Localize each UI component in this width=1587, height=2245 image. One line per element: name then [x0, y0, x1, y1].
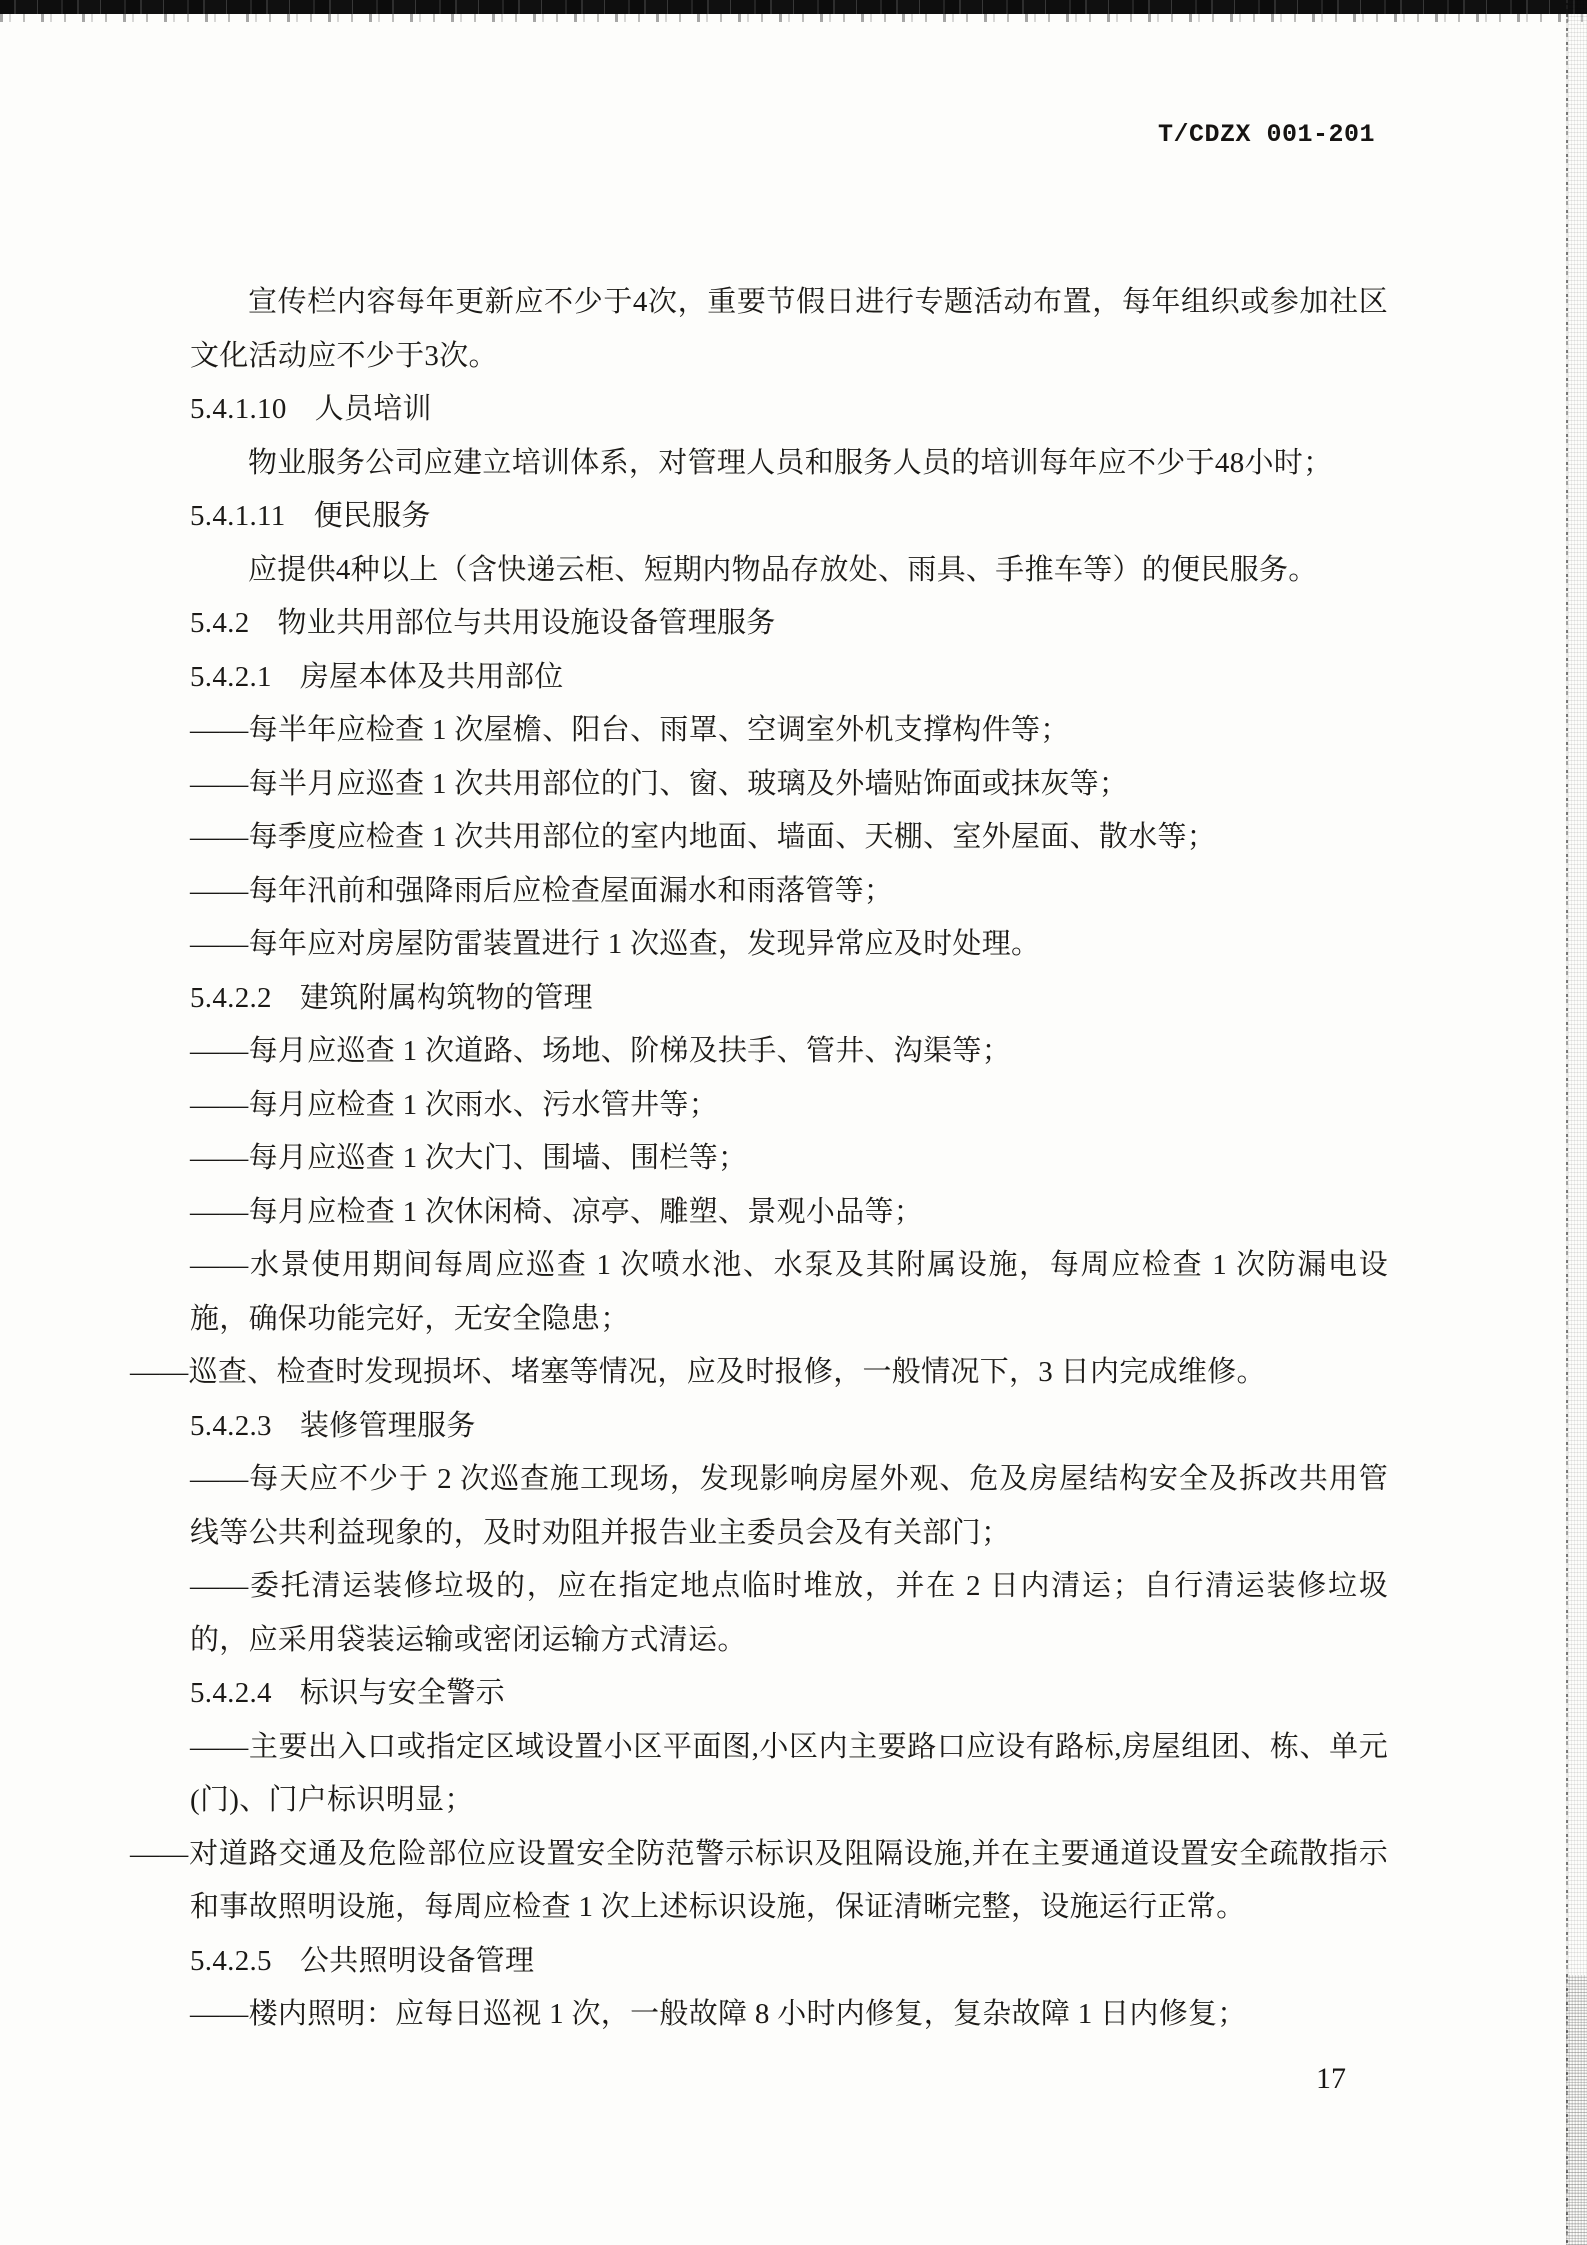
section-number: 5.4.2.1: [190, 660, 272, 693]
paragraph: ——委托清运装修垃圾的，应在指定地点临时堆放，并在 2 日内清运；自行清运装修垃圾的，应采用袋装运输或密闭运输方式清运。: [190, 1570, 1388, 1656]
section-title: 便民服务: [313, 500, 431, 532]
paragraph: ——水景使用期间每周应巡查 1 次喷水池、水泵及其附属设施，每周应检查 1 次防漏电设施，确保功能完好，无安全隐患；: [190, 1249, 1388, 1335]
section-title: 房屋本体及共用部位: [299, 660, 564, 693]
section-heading: [190, 1400, 1388, 1454]
paragraph: ——巡查、检查时发现损坏、堵塞等情况，应及时报修，一般情况下，3 日内完成维修。: [130, 1356, 1266, 1388]
paragraph: ——每年应对房屋防雷装置进行 1 次巡查，发现异常应及时处理。: [190, 928, 1041, 960]
section-heading: [190, 1667, 1388, 1721]
paragraph: ——主要出入口或指定区域设置小区平面图,小区内主要路口应设有路标,房屋组团、栋、单元(门)、门户标识明显；: [190, 1730, 1388, 1816]
paragraph: ——每月应检查 1 次休闲椅、凉亭、雕塑、景观小品等；: [190, 1195, 924, 1228]
section-title: 人员培训: [314, 393, 432, 425]
paragraph: ——每月应巡查 1 次大门、围墙、围栏等；: [190, 1142, 748, 1174]
paragraph: ——每半年应检查 1 次屋檐、阳台、雨罩、空调室外机支撑构件等；: [190, 714, 1070, 746]
paragraph: 宣传栏内容每年更新应不少于4次，重要节假日进行专题活动布置，每年组织或参加社区文化活动应不少于3次。: [190, 286, 1388, 372]
section-heading: [190, 651, 1388, 705]
document-body: [130, 276, 1388, 2042]
paragraph: 物业服务公司应建立培训体系，对管理人员和服务人员的培训每年应不少于48小时；: [248, 446, 1333, 479]
section-number: 5.4.1.10: [190, 393, 287, 425]
section-heading: [190, 597, 1388, 651]
paragraph: 应提供4种以上（含快递云柜、短期内物品存放处、雨具、手推车等）的便民服务。: [248, 553, 1318, 586]
section-number: 5.4.2.4: [190, 1677, 272, 1709]
scan-artifact-top-band: [0, 0, 1587, 14]
section-heading: [190, 1935, 1388, 1989]
scan-edge-speckle-dense: [1566, 1975, 1587, 2245]
scan-artifact-right-edge: [1566, 0, 1587, 2245]
section-title: 装修管理服务: [299, 1409, 476, 1442]
paragraph: ——每半月应巡查 1 次共用部位的门、窗、玻璃及外墙贴饰面或抹灰等；: [190, 767, 1129, 800]
scan-edge-speckle: [1568, 0, 1587, 2245]
section-title: 建筑附属构筑物的管理: [299, 981, 593, 1014]
section-heading: [190, 490, 1388, 544]
paragraph: ——每天应不少于 2 次巡查施工现场，发现影响房屋外观、危及房屋结构安全及拆改共用管线等公共利益现象的，及时劝阻并报告业主委员会及有关部门；: [190, 1463, 1388, 1549]
section-number: 5.4.1.11: [190, 500, 286, 532]
paragraph: ——每月应检查 1 次雨水、污水管井等；: [190, 1088, 719, 1121]
section-title: 公共照明设备管理: [299, 1944, 535, 1977]
paragraph: ——对道路交通及危险部位应设置安全防范警示标识及阻隔设施,并在主要通道设置安全疏散指示和事故照明设施，每周应检查 1 次上述标识设施，保证清晰完整，设施运行正常。: [130, 1837, 1388, 1923]
section-heading: [190, 972, 1388, 1026]
paragraph: ——每月应巡查 1 次道路、场地、阶梯及扶手、管井、沟渠等；: [190, 1035, 1012, 1067]
section-number: 5.4.2.3: [190, 1409, 272, 1442]
section-number: 5.4.2: [190, 607, 250, 639]
section-heading: [190, 383, 1388, 437]
paragraph: ——每季度应检查 1 次共用部位的室内地面、墙面、天棚、室外屋面、散水等；: [190, 821, 1217, 853]
document-code-header: T/CDZX 001-201: [1158, 120, 1376, 149]
page-number: 17: [1316, 2062, 1346, 2095]
section-number: 5.4.2.5: [190, 1944, 272, 1977]
paragraph: ——每年汛前和强降雨后应检查屋面漏水和雨落管等；: [190, 874, 894, 907]
paragraph: ——楼内照明：应每日巡视 1 次，一般故障 8 小时内修复，复杂故障 1 日内修复；: [190, 1998, 1247, 2030]
section-title: 物业共用部位与共用设施设备管理服务: [277, 607, 776, 639]
section-number: 5.4.2.2: [190, 981, 272, 1014]
section-title: 标识与安全警示: [299, 1677, 505, 1709]
